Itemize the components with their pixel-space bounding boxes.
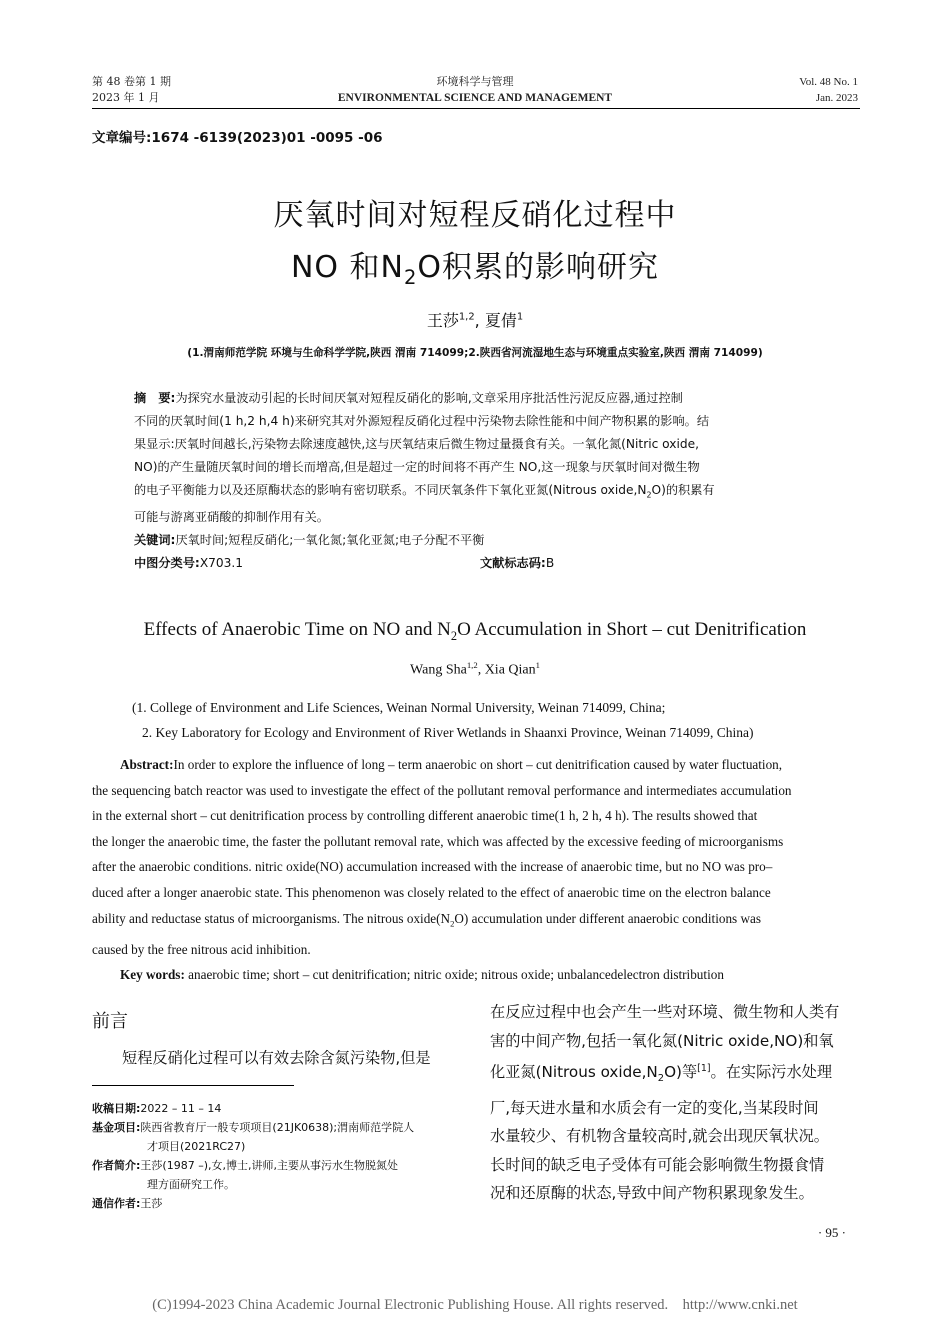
body-line: 长时间的缺乏电子受体有可能会影响微生物摄食情 xyxy=(490,1155,825,1174)
header-vol-en xyxy=(799,74,858,106)
abstract-en-line: in the external short – cut denitrification process by controlling different anaerobic time(1 h, 2 h, 4 h). The results showed that xyxy=(92,808,758,824)
header-volume-issue: 第 48 卷第 1 期 xyxy=(92,75,171,88)
affiliation-en xyxy=(132,695,753,745)
clc-code: 中图分类号:X703.1 xyxy=(134,556,244,571)
abstract-en-line: duced after a longer anaerobic state. This phenomenon was closely related to the effect of anaerobic time on the electron balance xyxy=(92,884,771,900)
affiliation-cn: (1.渭南师范学院 环境与生命科学学院,陕西 渭南 714099;2.陕西省河流湿地生态与环境重点实验室,陕西 渭南 714099) xyxy=(187,347,763,359)
funding-cont: 才项目(2021RC27) xyxy=(147,1140,246,1153)
header-vol-no: Vol. 48 No. 1 xyxy=(799,76,858,88)
funding: 基金项目:陕西省教育厅一般专项项目(21JK0638);渭南师范学院人 xyxy=(92,1121,415,1134)
body-line: 厂,每天进水量和水质会有一定的变化,当某段时间 xyxy=(490,1098,819,1117)
copyright-footer: (C)1994-2023 China Academic Journal Electronic Publishing House. All rights reserved. http://www.cnki.net xyxy=(152,1297,798,1313)
abstract-en-line: the longer the anaerobic time, the faster the pollutant removal rate, which was affected by the excessive feeding of microorganisms xyxy=(92,833,784,849)
classification-row xyxy=(134,552,824,575)
abstract-en xyxy=(92,752,860,988)
abstract-cn-line: 摘 要:为探究水量波动引起的长时间厌氧对短程反硝化的影响,文章采用序批活性污泥反应器,通过控制 xyxy=(134,391,683,405)
abstract-cn xyxy=(134,387,824,575)
footnotes xyxy=(92,1099,464,1213)
intro-right-column xyxy=(490,998,862,1208)
affiliation-en-line: (1. College of Environment and Life Sciences, Weinan Normal University, Weinan 714099, China; xyxy=(132,700,666,715)
journal-name-en: ENVIRONMENTAL SCIENCE AND MANAGEMENT xyxy=(337,92,613,104)
abstract-en-line: the sequencing batch reactor was used to investigate the effect of the pollutant removal performance and intermediates accumulation xyxy=(92,782,792,798)
keywords-en: Key words: anaerobic time; short – cut denitrification; nitric oxide; nitrous oxide; unbalancedelectron distribution xyxy=(120,967,724,983)
abstract-cn-label: 摘 要: xyxy=(134,391,176,405)
intro-left-column xyxy=(92,1008,464,1073)
title-en: Effects of Anaerobic Time on NO and $N_2O$ Accumulation in Short – cut Denitrification xyxy=(143,619,807,643)
header-rule xyxy=(92,108,860,109)
abstract-en-label: Abstract: xyxy=(120,757,174,772)
abstract-en-line: ability and reductase status of microorganisms. The nitrous $oxide(N_2O)$ accumulation under different anaerobic conditions was xyxy=(92,910,761,929)
page-number: · 95 · xyxy=(817,1225,846,1240)
body-line: 在反应过程中也会产生一些对环境、微生物和人类有 xyxy=(490,1003,840,1021)
footnote-rule xyxy=(92,1085,294,1086)
section-heading: 前言 xyxy=(92,1011,128,1032)
abstract-cn-line: 的电子平衡能力以及还原酶状态的影响有密切联系。不同厌氧条件下氧化亚氮(Nitrous $oxide,N_2O$)的积累有 xyxy=(134,483,715,500)
citation-ref[interactable]: [1] xyxy=(697,1063,711,1074)
affiliation-en-line: 2. Key Laboratory for Ecology and Environment of River Wetlands in Shaanxi Province, Weinan 714099, China) xyxy=(142,725,754,740)
keywords-cn: 关键词:厌氧时间;短程反硝化;一氧化氮;氧化亚氮;电子分配不平衡 xyxy=(134,533,485,548)
abstract-cn-line: 不同的厌氧时间(1 h,2 h,4 h)来研究其对外源短程反硝化过程中污染物去除性能和中间产物积累的影响。结 xyxy=(134,414,710,428)
author-bio: 作者简介:王莎(1987 –),女,博士,讲师,主要从事污水生物脱氮处 xyxy=(92,1159,398,1172)
document-code: 文献标志码:B xyxy=(480,556,555,571)
authors-en: Wang Sha$^{1,2}$, Xia Qian$^1$ xyxy=(410,660,540,678)
authors-cn: 王莎$^{1,2}$, 夏倩$^1$ xyxy=(426,311,524,330)
intro-paragraph-start: 短程反硝化过程可以有效去除含氮污染物,但是 xyxy=(122,1049,431,1067)
corresponding-author: 通信作者:王莎 xyxy=(92,1197,163,1210)
received-date: 收稿日期:2022 – 11 – 14 xyxy=(92,1102,222,1115)
title-cn-line2: NO 和$N_2O$积累的影响研究 xyxy=(290,250,660,289)
body-line: 水量较少、有机物含量较高时,就会出现厌氧状况。 xyxy=(490,1127,829,1146)
abstract-en-line: caused by the free nitrous acid inhibition. xyxy=(92,941,311,957)
journal-name-cn: 环境科学与管理 xyxy=(436,75,514,88)
header-month: Jan. 2023 xyxy=(815,92,858,104)
article-number: 文章编号:1674 -6139(2023)01 -0095 -06 xyxy=(92,130,383,146)
body-line: 化亚氮(Nitrous $oxide,N_2O$)等[1]。在实际污水处理 xyxy=(490,1063,832,1085)
author-bio-cont: 理方面研究工作。 xyxy=(147,1178,235,1191)
abstract-en-line: after the anaerobic conditions. nitric oxide(NO) accumulation increased with the increase of anaerobic time, but no NO was pro– xyxy=(92,859,773,875)
abstract-cn-line: 可能与游离亚硝酸的抑制作用有关。 xyxy=(134,510,329,525)
body-line: 况和还原酶的状态,导致中间产物积累现象发生。 xyxy=(490,1184,814,1203)
abstract-cn-line: 果显示:厌氧时间越长,污染物去除速度越快,这与厌氧结束后微生物过量摄食有关。一氧化氮(Nitric oxide, xyxy=(134,437,699,451)
abstract-en-line: Abstract:In order to explore the influence of long – term anaerobic on short – cut denitrification caused by water fluctuation, xyxy=(120,757,783,772)
title-cn-line1: 厌氧时间对短程反硝化过程中 xyxy=(273,198,677,233)
body-line: 害的中间产物,包括一氧化氮(Nitric oxide,NO)和氧 xyxy=(490,1031,834,1050)
header-date: 2023 年 1 月 xyxy=(92,91,160,104)
abstract-cn-line: NO)的产生量随厌氧时间的增长而增高,但是超过一定的时间将不再产生 NO,这一现象与厌氧时间对微生物 xyxy=(134,460,700,474)
